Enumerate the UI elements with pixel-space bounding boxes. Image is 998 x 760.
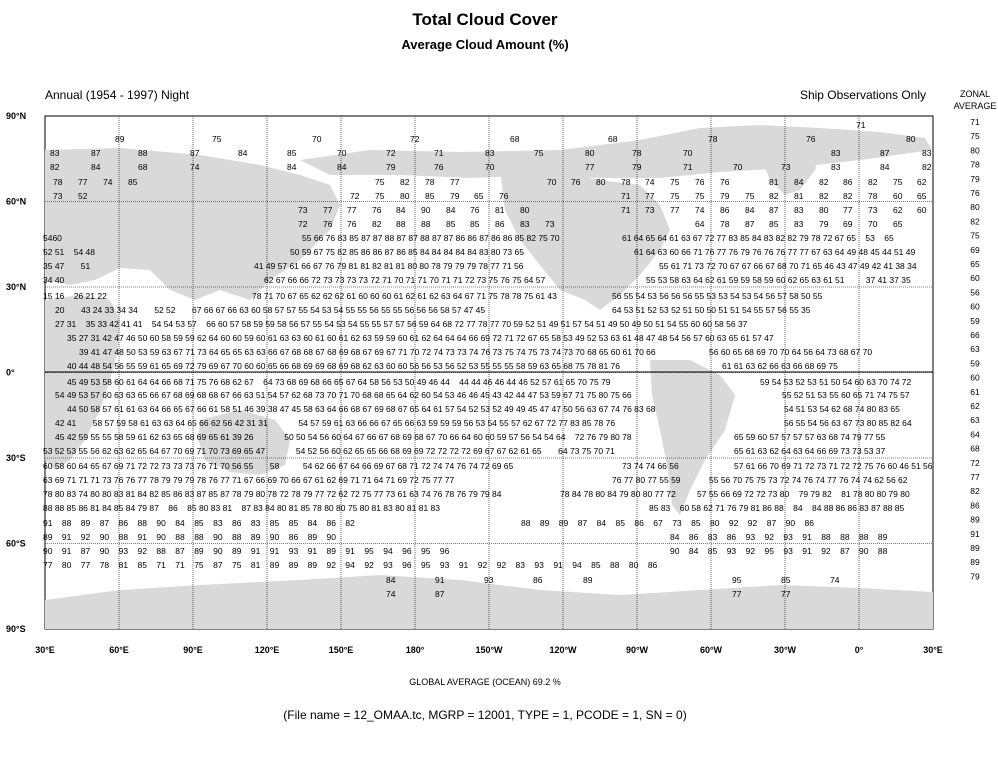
cloud-value: 82 <box>400 177 410 187</box>
cloud-value-run: 91 88 89 87 86 88 90 84 85 83 86 83 85 85 84 86 82 <box>43 518 355 528</box>
cloud-value-run: 85 83 60 58 62 71 76 79 81 86 88 84 84 88 86 86 83 87 88 85 <box>649 503 905 513</box>
cloud-value: 84 <box>287 162 297 172</box>
cloud-value: 79 <box>720 191 730 201</box>
cloud-value-run: 55 53 58 63 64 62 61 59 59 58 59 60 62 65 63 61 51 37 41 37 35 <box>646 275 911 285</box>
cloud-value: 78 <box>632 148 642 158</box>
cloud-value: 75 <box>695 191 705 201</box>
cloud-value: 68 <box>608 134 618 144</box>
cloud-value-run: 34 40 <box>43 275 65 285</box>
cloud-value: 85 <box>425 191 435 201</box>
cloud-value: 87 <box>769 205 779 215</box>
cloud-value-run: 55 61 71 73 72 70 67 67 66 67 68 70 71 65 46 43 47 49 42 41 38 34 <box>659 261 917 271</box>
cloud-value: 78 <box>425 177 435 187</box>
zonal-average-value: 78 <box>970 159 980 170</box>
zonal-average-value: 86 <box>970 500 980 511</box>
cloud-value: 70 <box>683 148 693 158</box>
cloud-value: 73 <box>53 191 63 201</box>
cloud-value: 82 <box>843 191 853 201</box>
zonal-average-value: 56 <box>970 287 980 298</box>
cloud-value: 89 <box>115 134 125 144</box>
cloud-value: 75 <box>893 177 903 187</box>
zonal-average-value: 79 <box>970 173 980 184</box>
cloud-value: 83 <box>520 219 530 229</box>
cloud-value: 82 <box>769 191 779 201</box>
cloud-value: 83 <box>831 148 841 158</box>
zonal-average-value: 72 <box>970 457 980 468</box>
cloud-value: 84 <box>91 162 101 172</box>
period-label: Annual (1954 - 1997) Night <box>45 88 190 102</box>
cloud-value: 72 <box>298 219 308 229</box>
cloud-value: 76 <box>470 205 480 215</box>
cloud-value: 72 <box>410 134 420 144</box>
cloud-value: 65 <box>917 191 927 201</box>
latitude-label: 60°N <box>6 196 27 207</box>
latitude-label: 0° <box>6 367 15 378</box>
cloud-value-run: 62 67 66 66 72 73 73 73 73 72 71 70 71 71 70 71 71 72 73 75 76 75 64 57 <box>264 275 546 285</box>
cloud-value: 84 <box>745 205 755 215</box>
zonal-average-value: 69 <box>970 244 980 255</box>
zonal-average-value: 75 <box>970 230 980 241</box>
cloud-value-run: 78 80 83 74 80 80 83 81 84 82 85 86 83 87 85 87 78 79 80 78 72 78 79 77 72 62 72 75 77 73 61 63 74 76 78 76 79 79 84 <box>43 489 502 499</box>
cloud-value: 82 <box>868 177 878 187</box>
cloud-value: 77 <box>732 589 742 599</box>
cloud-value-run: 76 77 80 77 55 59 <box>612 475 681 485</box>
cloud-value-run: 56 55 54 53 56 56 56 55 53 53 54 53 54 56 57 58 50 55 <box>612 291 823 301</box>
cloud-value: 82 <box>819 191 829 201</box>
cloud-value: 77 <box>781 589 791 599</box>
cloud-value: 62 <box>893 205 903 215</box>
zonal-average-value: 82 <box>970 486 980 497</box>
cloud-value: 62 <box>917 177 927 187</box>
cloud-value-run: 61 64 63 60 66 71 76 77 76 79 76 76 76 77 77 67 63 64 49 48 45 44 51 49 <box>634 247 916 257</box>
cloud-value-run: 42 41 58 57 59 58 61 63 63 64 65 66 62 56 42 31 31 54 57 59 61 63 66 66 67 65 66 63 59 59 59 56 53 54 55 57 62 67 72 77 83 85 78 76 <box>55 418 616 428</box>
cloud-value: 73 <box>868 205 878 215</box>
zonal-header-line-2: AVERAGE <box>953 101 997 111</box>
cloud-value-run: 63 69 71 71 71 73 76 76 77 78 79 79 79 78 76 77 71 67 66 69 70 66 67 61 62 69 71 71 64 71 69 72 75 77 77 <box>43 475 455 485</box>
zonal-average-value: 63 <box>970 344 980 355</box>
zonal-average-value: 71 <box>970 117 980 127</box>
cloud-value: 85 <box>287 148 297 158</box>
zonal-average-value: 77 <box>970 472 980 482</box>
zonal-average-value: 60 <box>970 301 980 312</box>
cloud-value-run: 89 91 92 90 88 91 90 88 88 90 88 89 90 86 89 90 <box>43 532 336 542</box>
zonal-average-value: 75 <box>970 131 980 142</box>
cloud-value-run: 45 49 53 58 60 61 64 64 66 68 71 75 76 68 62 67 64 73 68 69 68 66 65 67 64 58 56 53 50 49 46 44 44 44 46 46 44 46 52 57 61 65 70 75 79 <box>67 377 611 387</box>
cloud-value-run: 61 61 63 62 66 63 66 68 69 75 <box>722 361 838 371</box>
cloud-value: 83 <box>831 162 841 172</box>
cloud-value: 75 <box>534 148 544 158</box>
cloud-value: 70 <box>733 162 743 172</box>
cloud-value: 71 <box>683 162 693 172</box>
cloud-value: 76 <box>434 162 444 172</box>
cloud-value: 75 <box>375 177 385 187</box>
cloud-value: 68 <box>138 162 148 172</box>
zonal-average-value: 80 <box>970 202 980 213</box>
longitude-label: 60°W <box>699 645 723 655</box>
longitude-label: 150°W <box>475 645 503 655</box>
cloud-value: 88 <box>421 219 431 229</box>
cloud-value: 73 <box>781 162 791 172</box>
cloud-value: 76 <box>347 219 357 229</box>
zonal-average-value: 80 <box>970 145 980 156</box>
cloud-value: 75 <box>670 177 680 187</box>
cloud-value: 84 <box>396 205 406 215</box>
cloud-value: 80 <box>520 205 530 215</box>
file-info: (File name = 12_OMAA.tc, MGRP = 12001, TYPE = 1, PCODE = 1, SN = 0) <box>283 708 687 722</box>
cloud-value: 95 <box>732 575 742 585</box>
cloud-value-run: 55 66 76 83 85 87 87 88 87 87 88 87 87 86 86 87 86 86 85 82 75 70 <box>302 233 560 243</box>
zonal-average-value: 62 <box>970 401 980 411</box>
cloud-value-run: 90 91 87 90 93 92 88 87 89 90 89 91 91 93 91 89 91 95 94 96 95 96 <box>43 546 450 556</box>
cloud-value: 84 <box>386 575 396 585</box>
latitude-label: 90°N <box>6 111 27 121</box>
longitude-label: 90°W <box>625 645 649 655</box>
zonal-average-value: 59 <box>970 315 980 326</box>
cloud-value: 74 <box>695 205 705 215</box>
cloud-value-run: 73 74 74 66 56 <box>622 461 679 471</box>
cloud-value-run: 54 49 53 57 60 63 63 65 66 67 68 69 68 68 67 66 63 51 54 57 62 68 73 70 71 70 68 68 65 64 62 60 54 53 46 46 45 43 42 44 47 53 59 67 71 75 80 75 66 <box>55 390 632 400</box>
cloud-value: 85 <box>769 219 779 229</box>
cloud-value: 79 <box>632 162 642 172</box>
cloud-value-run: 45 42 59 55 55 58 59 61 62 63 65 68 69 65 61 39 26 50 50 54 56 60 64 67 66 67 68 69 68 67 70 66 64 60 60 59 57 56 54 54 64 72 76 79 80 78 <box>55 432 632 442</box>
cloud-value: 76 <box>571 177 581 187</box>
zonal-average-value: 79 <box>970 571 980 582</box>
longitude-label: 120°W <box>549 645 577 655</box>
cloud-value: 85 <box>470 219 480 229</box>
cloud-value: 89 <box>583 575 593 585</box>
cloud-value: 78 <box>708 134 718 144</box>
cloud-value: 65 <box>893 219 903 229</box>
cloud-value: 75 <box>212 134 222 144</box>
zonal-average-value: 89 <box>970 514 980 525</box>
cloud-value: 74 <box>645 177 655 187</box>
cloud-value: 82 <box>922 162 932 172</box>
cloud-value: 87 <box>745 219 755 229</box>
cloud-value: 79 <box>386 162 396 172</box>
cloud-value-run: 57 55 66 69 72 72 73 80 79 79 82 81 78 80 80 79 80 <box>697 489 910 499</box>
cloud-value-run: 88 89 89 87 84 85 86 67 73 85 80 92 92 87 90 86 <box>521 518 814 528</box>
cloud-value-run: 50 59 67 75 82 85 86 86 87 86 85 84 84 84 84 84 83 80 73 65 <box>290 247 524 257</box>
cloud-value: 83 <box>50 148 60 158</box>
longitude-labels <box>35 645 943 655</box>
zonal-average-values <box>970 117 980 581</box>
cloud-value: 74 <box>103 177 113 187</box>
cloud-value-run: 44 50 58 57 61 61 63 64 66 65 67 66 61 58 51 46 39 38 47 45 58 63 64 66 68 67 69 68 67 65 64 61 57 54 52 53 52 49 49 45 47 47 50 56 63 67 74 76 83 68 <box>67 404 656 414</box>
cloud-value-run: 5460 <box>43 233 62 243</box>
cloud-value: 79 <box>450 191 460 201</box>
cloud-value: 79 <box>819 219 829 229</box>
zonal-average-value: 66 <box>970 330 980 340</box>
cloud-value-run: 35 27 31 42 47 46 50 60 58 59 59 62 64 60 60 59 60 61 63 63 60 61 60 61 62 63 59 59 60 61 62 64 64 64 66 69 72 71 72 67 65 58 53 49 52 53 63 61 48 47 48 54 56 57 60 63 65 61 57 47 <box>67 333 774 343</box>
cloud-value-run: 55 52 51 53 55 60 65 71 74 75 57 <box>782 390 910 400</box>
cloud-value-run: 61 64 65 64 61 63 67 72 77 83 85 84 83 82 82 79 78 72 67 65 53 65 <box>622 233 894 243</box>
zonal-average-value: 63 <box>970 415 980 426</box>
cloud-value: 80 <box>585 148 595 158</box>
cloud-value: 85 <box>781 575 791 585</box>
chart-title: Total Cloud Cover <box>412 10 558 29</box>
cloud-value: 75 <box>375 191 385 201</box>
zonal-average-value: 89 <box>970 543 980 553</box>
zonal-average-value: 68 <box>970 443 980 454</box>
cloud-value: 88 <box>396 219 406 229</box>
longitude-label: 60°E <box>109 645 129 655</box>
latitude-labels <box>6 111 26 634</box>
cloud-value-run: 52 51 54 48 <box>43 247 95 257</box>
cloud-value: 60 <box>917 205 927 215</box>
cloud-value: 80 <box>906 134 916 144</box>
cloud-value: 75 <box>670 191 680 201</box>
cloud-value-run: 56 55 54 56 63 67 73 80 85 82 64 <box>784 418 912 428</box>
cloud-value: 70 <box>485 162 495 172</box>
cloud-value: 77 <box>347 205 357 215</box>
cloud-value: 71 <box>621 191 631 201</box>
cloud-value-run: 60 58 60 64 65 67 69 71 72 72 73 73 73 76 71 70 56 55 58 54 62 66 67 64 66 69 67 68 71 72 74 74 76 74 72 69 65 <box>43 461 514 471</box>
cloud-value: 70 <box>337 148 347 158</box>
cloud-value: 91 <box>435 575 445 585</box>
cloud-value: 78 <box>868 191 878 201</box>
cloud-value: 71 <box>856 120 866 130</box>
cloud-value: 73 <box>545 219 555 229</box>
latitude-label: 30°N <box>6 282 27 292</box>
zonal-average-value: 60 <box>970 273 980 284</box>
longitude-label: 180° <box>405 645 425 655</box>
zonal-average-value: 60 <box>970 372 980 383</box>
cloud-value: 77 <box>670 205 680 215</box>
cloud-value: 81 <box>495 205 505 215</box>
cloud-value: 82 <box>50 162 60 172</box>
cloud-value: 75 <box>745 191 755 201</box>
cloud-value: 78 <box>720 219 730 229</box>
cloud-value: 77 <box>585 162 595 172</box>
cloud-value: 76 <box>499 191 509 201</box>
cloud-value: 87 <box>435 589 445 599</box>
cloud-value: 84 <box>880 162 890 172</box>
cloud-value: 86 <box>495 219 505 229</box>
zonal-average-value: 82 <box>970 216 980 227</box>
cloud-value-run: 41 49 57 61 66 67 76 79 81 81 82 81 81 80 80 78 79 79 79 78 77 71 56 <box>254 261 524 271</box>
cloud-value: 83 <box>485 148 495 158</box>
cloud-value: 83 <box>794 219 804 229</box>
longitude-label: 150°E <box>328 645 354 655</box>
longitude-label: 30°W <box>773 645 797 655</box>
cloud-value: 80 <box>400 191 410 201</box>
cloud-value: 88 <box>138 148 148 158</box>
cloud-value: 72 <box>350 191 360 201</box>
latitude-label: 30°S <box>6 453 26 463</box>
cloud-value-run: 78 84 78 80 84 79 80 80 77 72 <box>560 489 676 499</box>
cloud-value: 69 <box>843 219 853 229</box>
cloud-value-run: 84 86 83 86 93 92 93 91 88 88 88 89 <box>670 532 888 542</box>
cloud-value-run: 27 31 35 33 42 41 41 54 54 53 57 66 60 57 58 59 59 58 56 57 55 54 53 54 55 55 57 57 56 59 64 68 72 77 78 77 70 59 52 51 49 51 57 54 51 49 50 49 50 51 54 55 60 60 58 56 37 <box>55 319 748 329</box>
cloud-value: 71 <box>434 148 444 158</box>
cloud-value-run: 20 43 24 33 34 34 52 52 67 66 67 66 63 60 58 57 57 55 54 53 54 55 55 56 55 55 56 56 56 58 57 47 45 <box>55 305 486 315</box>
zonal-header-line-1: ZONAL <box>959 89 990 99</box>
cloud-value: 80 <box>596 177 606 187</box>
cloud-value: 73 <box>645 205 655 215</box>
cloud-value-run: 59 54 53 52 53 51 50 54 60 63 70 74 72 <box>760 377 912 387</box>
cloud-value: 93 <box>484 575 494 585</box>
zonal-average-value: 65 <box>970 259 980 269</box>
cloud-value: 70 <box>312 134 322 144</box>
cloud-value-run: 53 52 53 55 56 62 63 62 65 64 67 70 69 71 70 73 69 65 47 54 52 56 60 62 65 65 66 68 69 69 72 72 72 72 69 67 67 62 61 65 64 73 75 70 71 <box>43 446 615 456</box>
cloud-value: 74 <box>830 575 840 585</box>
cloud-value-run: 77 80 77 78 81 85 71 71 75 87 75 81 89 89 89 92 94 92 93 96 95 93 91 92 92 83 93 91 94 85 88 80 86 <box>43 560 658 570</box>
longitude-label: 30°E <box>923 645 943 655</box>
cloud-value: 81 <box>794 191 804 201</box>
cloud-value: 78 <box>621 177 631 187</box>
zonal-average-value: 76 <box>970 188 980 198</box>
zonal-average-value: 61 <box>970 386 980 397</box>
cloud-value-run: 90 84 85 93 92 95 93 91 92 87 90 88 <box>670 546 888 556</box>
cloud-value: 76 <box>806 134 816 144</box>
cloud-value-run: 54 51 53 54 62 68 74 80 83 65 <box>784 404 900 414</box>
cloud-value-run: 56 60 65 68 69 70 70 64 56 64 73 68 67 70 <box>709 347 873 357</box>
longitude-label: 0° <box>854 645 864 655</box>
cloud-value-run: 15 16 26 21 22 <box>43 291 107 301</box>
cloud-value: 52 <box>78 191 88 201</box>
cloud-value: 80 <box>819 205 829 215</box>
cloud-value: 82 <box>819 177 829 187</box>
global-average: GLOBAL AVERAGE (OCEAN) 69.2 % <box>409 677 561 687</box>
cloud-value: 68 <box>510 134 520 144</box>
cloud-value-run: 57 61 66 70 69 71 72 73 71 72 72 75 76 60 46 51 56 <box>734 461 933 471</box>
longitude-label: 30°E <box>35 645 55 655</box>
latitude-label: 90°S <box>6 624 26 634</box>
cloud-value: 84 <box>794 177 804 187</box>
latitude-label: 60°S <box>6 538 26 549</box>
cloud-value: 73 <box>298 205 308 215</box>
cloud-value-run: 64 53 51 52 53 52 51 50 50 51 51 54 55 57 56 55 35 <box>612 305 811 315</box>
cloud-value: 85 <box>128 177 138 187</box>
cloud-value-run: 78 71 70 67 65 62 62 62 61 60 60 60 61 62 61 62 63 64 67 71 75 78 78 75 61 43 <box>252 291 557 301</box>
cloud-value-run: 55 56 70 75 75 73 72 74 76 74 77 76 74 74 62 56 62 <box>709 475 908 485</box>
cloud-value: 77 <box>843 205 853 215</box>
zonal-average-value: 91 <box>970 528 980 539</box>
cloud-value: 70 <box>868 219 878 229</box>
cloud-value-run: 65 61 63 62 64 63 64 66 69 73 73 53 37 <box>734 446 886 456</box>
cloud-value: 76 <box>720 177 730 187</box>
cloud-value: 83 <box>794 205 804 215</box>
cloud-value: 87 <box>91 148 101 158</box>
cloud-value: 84 <box>337 162 347 172</box>
cloud-value: 82 <box>372 219 382 229</box>
cloud-value: 87 <box>190 148 200 158</box>
cloud-value: 76 <box>695 177 705 187</box>
cloud-value: 60 <box>893 191 903 201</box>
cloud-value: 76 <box>372 205 382 215</box>
cloud-value-run: 35 47 51 <box>43 261 91 271</box>
cloud-value: 64 <box>695 219 705 229</box>
cloud-value: 77 <box>645 191 655 201</box>
cloud-value: 74 <box>386 589 396 599</box>
longitude-label: 90°E <box>183 645 203 655</box>
cloud-value-run: 39 41 47 48 50 53 59 63 67 71 73 64 65 65 63 63 66 67 68 68 67 68 69 68 67 69 67 71 70 72 74 73 73 74 76 73 75 74 75 73 74 73 70 68 65 60 61 70 66 <box>79 347 656 357</box>
cloud-value: 84 <box>238 148 248 158</box>
cloud-value: 83 <box>922 148 932 158</box>
cloud-value: 86 <box>533 575 543 585</box>
cloud-value: 77 <box>323 205 333 215</box>
cloud-value: 86 <box>843 177 853 187</box>
cloud-value-run: 40 44 48 54 56 55 59 61 65 69 72 79 69 67 70 60 60 65 66 68 69 69 68 69 68 62 63 60 60 56 56 53 56 52 53 55 55 55 58 59 63 65 68 75 78 81 76 <box>67 361 620 371</box>
cloud-value: 71 <box>621 205 631 215</box>
cloud-value: 90 <box>421 205 431 215</box>
longitude-label: 120°E <box>254 645 280 655</box>
cloud-value: 70 <box>547 177 557 187</box>
cloud-value: 76 <box>323 219 333 229</box>
zonal-average-value: 64 <box>970 429 980 440</box>
cloud-value: 84 <box>446 205 456 215</box>
cloud-value: 72 <box>386 148 396 158</box>
cloud-value: 78 <box>53 177 63 187</box>
cloud-value: 77 <box>450 177 460 187</box>
source-label: Ship Observations Only <box>799 88 926 102</box>
chart-subtitle: Average Cloud Amount (%) <box>401 37 569 52</box>
cloud-value: 87 <box>880 148 890 158</box>
cloud-value: 74 <box>190 162 200 172</box>
cloud-value: 85 <box>446 219 456 229</box>
cloud-value-run: 88 88 85 86 81 84 85 84 79 87 86 85 80 83 81 87 83 84 80 81 85 78 80 80 75 80 81 83 80 81 81 83 <box>43 503 441 513</box>
cloud-value: 65 <box>474 191 484 201</box>
zonal-average-value: 59 <box>970 358 980 369</box>
cloud-value: 86 <box>720 205 730 215</box>
zonal-average-value: 89 <box>970 557 980 568</box>
cloud-value: 81 <box>769 177 779 187</box>
cloud-value-run: 65 59 60 57 57 57 57 63 68 74 79 77 55 <box>734 432 886 442</box>
cloud-value: 77 <box>78 177 88 187</box>
